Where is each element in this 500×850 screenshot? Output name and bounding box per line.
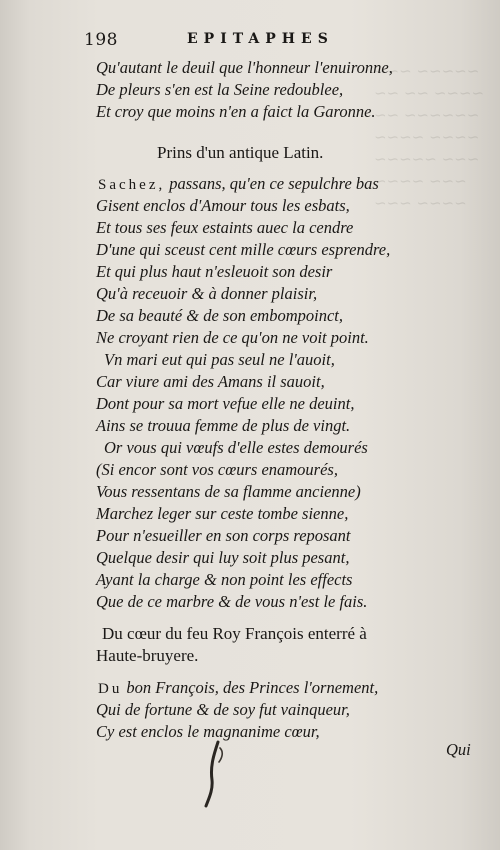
catchword: Qui — [446, 740, 471, 759]
verse-line: Et tous ses feux estaints auec la cendre — [96, 218, 354, 237]
verse-line: Or vous qui vœufs d'elle estes demourés — [104, 438, 368, 457]
verse-line: Ayant la charge & non point les effects — [96, 570, 353, 589]
verse-line: Marchez leger sur ceste tombe sienne, — [96, 504, 349, 523]
bleed-through-text: ~~~~~ ~~~ ~~~~ ~~ ~~ ~~~~~~ ~~ ~~~~ ~~~~ ~~~ ~~~~~ ~~~ ~~~~ ~~~~ ~~~ — [374, 62, 485, 212]
verse-line: Dont pour sa mort vefue elle ne deuint, — [96, 394, 355, 413]
verse-line: Ains se trouua femme de plus de vingt. — [96, 416, 351, 435]
verse-line: Qu'autant le deuil que l'honneur l'enuironne, — [96, 58, 393, 77]
verse-line: Et croy que moins n'en a faict la Garonne. — [96, 102, 376, 121]
initial-word: Du — [98, 681, 123, 697]
verse-line: (Si encor sont vos cœurs enamourés, — [96, 460, 338, 479]
verse-line-first — [98, 174, 379, 194]
poem-title: Prins d'un antique Latin. — [157, 143, 324, 162]
verse-line: Qu'à receuoir & à donner plaisir, — [96, 284, 318, 303]
verse-line-first — [98, 678, 378, 698]
page-number: 198 — [84, 30, 118, 50]
verse-line: De sa beauté & de son embompoinct, — [96, 306, 343, 325]
verse-line: Et qui plus haut n'esleuoit son desir — [96, 262, 333, 281]
verse-line: Quelque desir qui luy soit plus pesant, — [96, 548, 350, 567]
verse-line: D'une qui sceust cent mille cœurs esprendre, — [96, 240, 391, 259]
verse-line: De pleurs s'en est la Seine redoublee, — [96, 80, 344, 99]
verse-line: Pour n'esueiller en son corps reposant — [96, 526, 351, 545]
verse-text: bon François, des Princes l'ornement, — [126, 678, 379, 697]
page-header — [84, 30, 470, 50]
verse-line: Vn mari eut qui pas seul ne l'auoit, — [104, 350, 335, 369]
poem-title-line: Du cœur du feu Roy François enterré à — [102, 624, 367, 643]
verse-text: passans, qu'en ce sepulchre bas — [169, 174, 379, 193]
ink-stain-mark — [200, 740, 240, 810]
running-title: EPITAPHES — [187, 31, 334, 47]
verse-line: Gisent enclos d'Amour tous les esbats, — [96, 196, 350, 215]
verse-line: Ne croyant rien de ce qu'on ne voit point. — [96, 328, 369, 347]
verse-line: Vous ressentans de sa flamme ancienne) — [96, 482, 361, 501]
poem-title-line: Haute-bruyere. — [96, 646, 199, 665]
verse-line: Car viure ami des Amans il sauoit, — [96, 372, 325, 391]
initial-word: Sachez, — [98, 177, 166, 193]
verse-line: Que de ce marbre & de vous n'est le fais. — [96, 592, 368, 611]
verse-line: Cy est enclos le magnanime cœur, — [96, 722, 320, 741]
verse-line: Qui de fortune & de soy fut vainqueur, — [96, 700, 350, 719]
